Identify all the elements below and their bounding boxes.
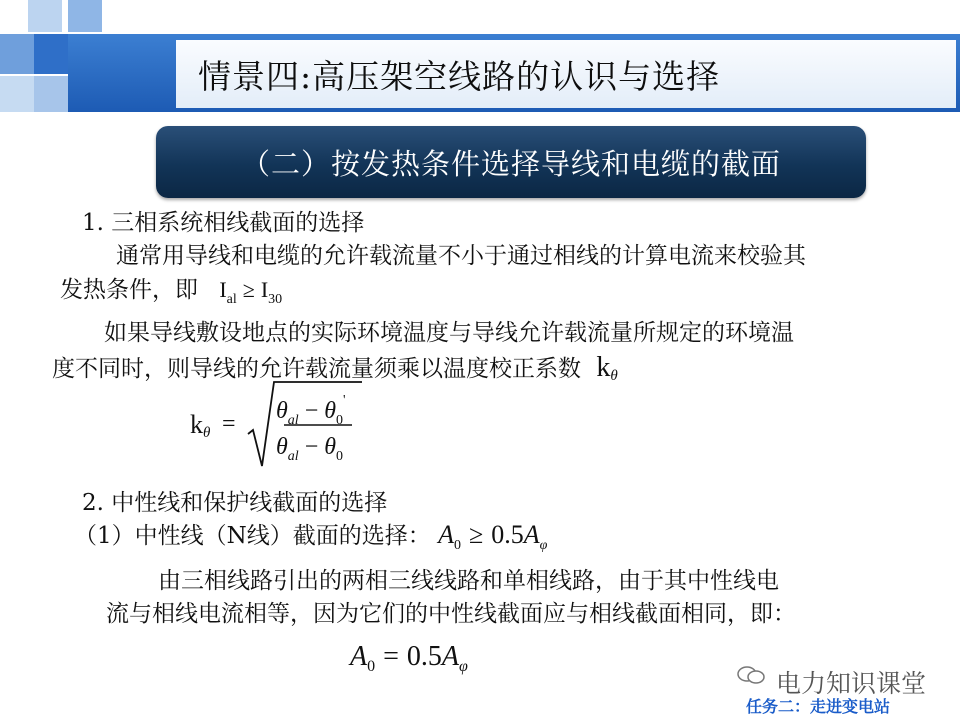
subtitle: （二）按发热条件选择导线和电缆的截面 (240, 146, 781, 181)
section2-para-line1: 由三相线路引出的两相三线线路和单相线路，由于其中性线电 (158, 568, 779, 594)
neutral-formula-2 (350, 642, 468, 675)
task-label: 任务二：走进变电站 (746, 697, 891, 716)
den-minus: − (304, 434, 319, 460)
section2-sub1 (74, 522, 547, 553)
f2-phi: φ (459, 658, 468, 675)
formula-k-eq: = (222, 411, 236, 437)
f1-a: A (438, 520, 454, 549)
f2-zero: 0 (367, 658, 376, 675)
f1-zero: 0 (453, 538, 461, 553)
title-panel (176, 40, 956, 108)
subtitle-box (156, 126, 866, 198)
f1-ge: ≥ (468, 520, 484, 549)
section2-para-line2: 流与相线电流相等，因为它们的中性线截面应与相线截面相同，即： (106, 601, 796, 627)
f2-a: A (350, 641, 368, 672)
formula-k-numerator (276, 394, 346, 428)
den-zero: 0 (336, 449, 344, 464)
decor-square (68, 0, 102, 32)
formula-k-lhs (190, 412, 210, 441)
decor-square (34, 34, 68, 74)
den-al: al (287, 449, 299, 464)
f1-coef: 0.5 (491, 520, 524, 549)
decor-square (0, 76, 34, 112)
section2-heading: 2. 中性线和保护线截面的选择 (82, 490, 388, 516)
cond-al: al (226, 292, 237, 307)
section1-para1-line2 (60, 279, 282, 307)
section1-para2-line1: 如果导线敷设地点的实际环境温度与导线允许载流量所规定的环境温 (104, 320, 794, 346)
decor-square (34, 76, 68, 112)
sub1-text: （1）中性线（N线）截面的选择： (74, 523, 431, 549)
f1-a2: A (523, 520, 540, 549)
f2-a2: A (441, 641, 460, 672)
num-zero: 0 (336, 413, 344, 428)
para1-line2-text: 发热条件，即 (60, 277, 198, 303)
num-prime: ' (343, 393, 346, 408)
num-theta2: θ (324, 398, 337, 424)
wechat-icon (736, 664, 766, 686)
cond-30: 30 (268, 292, 283, 307)
lhs-theta: θ (203, 425, 211, 441)
cond-ge: ≥ (242, 277, 255, 302)
para2-line2-text: 度不同时，则导线的允许载流量须乘以温度校正系数 (52, 356, 581, 382)
k-sym: k (596, 352, 611, 383)
cond-i: I (219, 277, 227, 302)
neutral-formula-1 (438, 520, 548, 553)
num-theta1: θ (276, 398, 288, 424)
section1-para1-line1: 通常用导线和电缆的允许载流量不小于通过相线的计算电流来校验其 (116, 243, 806, 269)
k-theta-symbol (596, 352, 617, 383)
formula-k-denominator (276, 434, 343, 464)
page-title: 情景四:高压架空线路的认识与选择 (198, 56, 721, 96)
f2-coef: 0.5 (406, 641, 442, 672)
num-minus: − (304, 398, 319, 424)
cond-i2: I (260, 277, 269, 302)
f1-phi: φ (539, 538, 548, 553)
f2-eq: = (383, 641, 399, 672)
watermark-text: 电力知识课堂 (776, 669, 927, 698)
num-al: al (287, 413, 299, 428)
theta-sym: θ (610, 368, 618, 384)
den-theta1: θ (276, 434, 288, 460)
section1-heading: 1. 三相系统相线截面的选择 (82, 210, 365, 236)
condition-formula (219, 277, 283, 307)
lhs-k: k (190, 410, 203, 439)
decor-square (28, 0, 62, 32)
den-theta2: θ (324, 434, 337, 460)
